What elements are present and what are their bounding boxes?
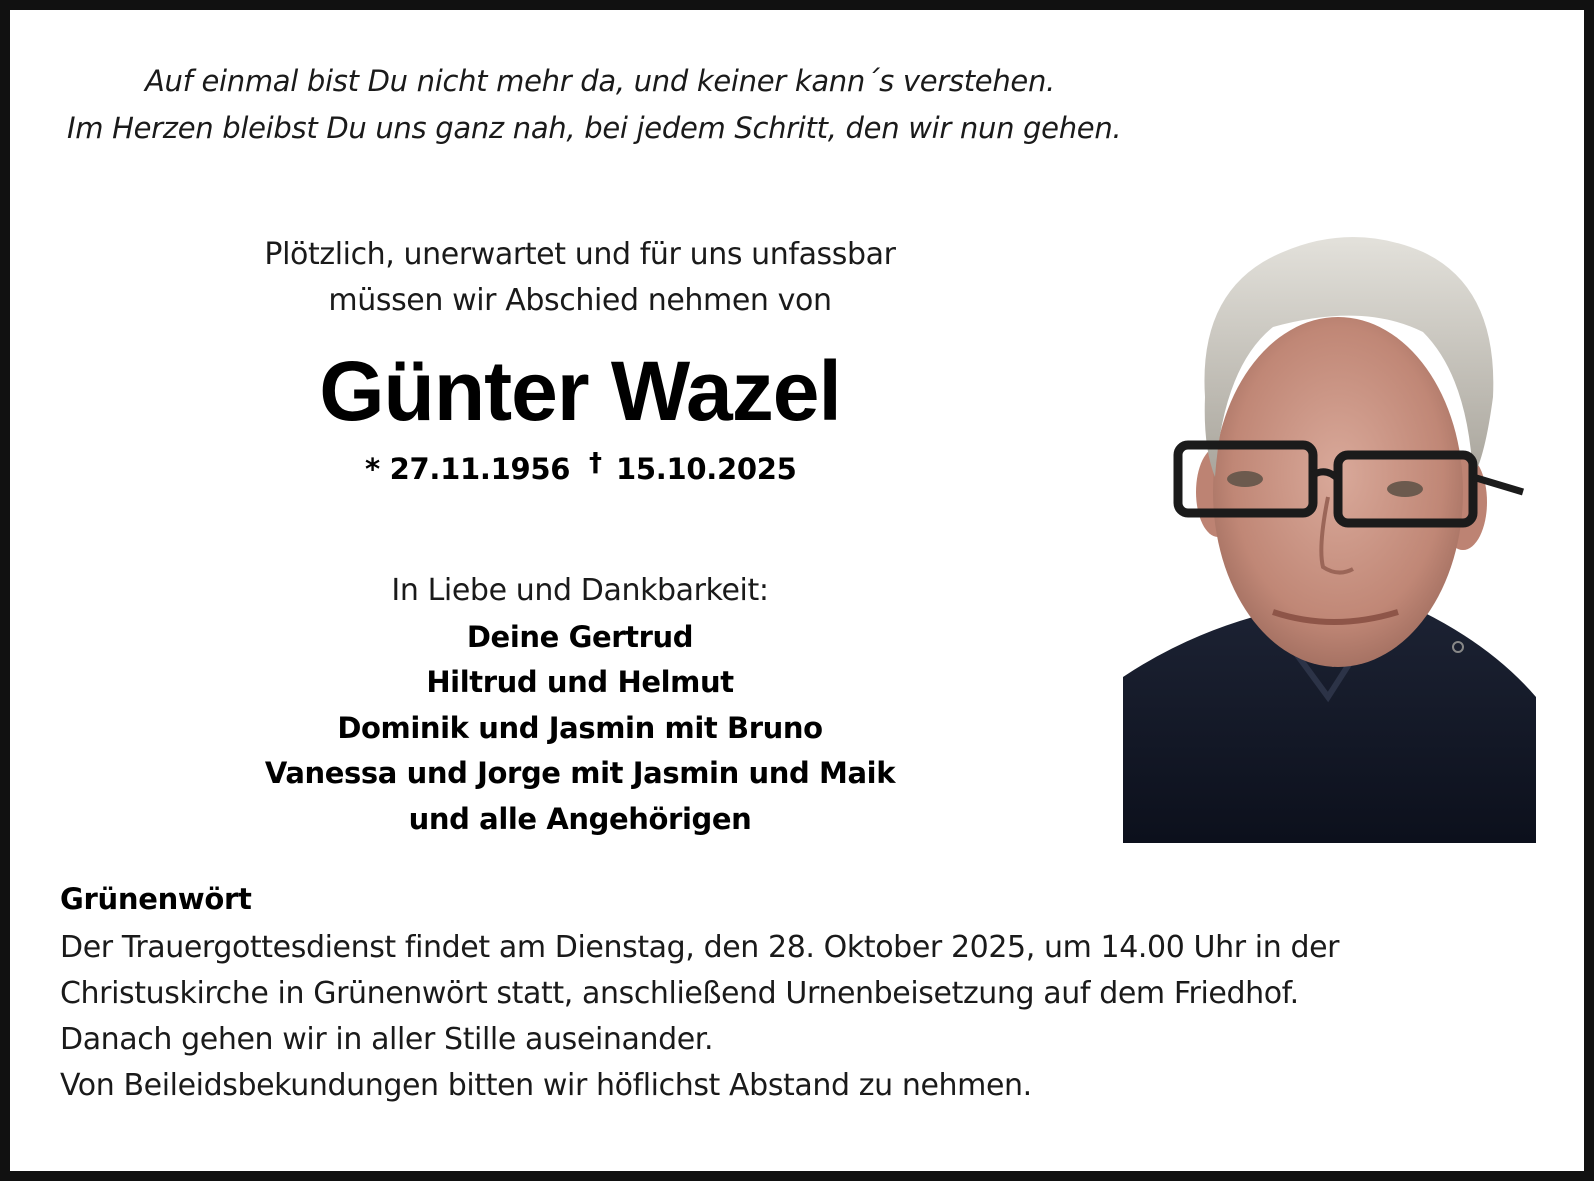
mourner-name: Vanessa und Jorge mit Jasmin und Maik xyxy=(264,756,896,790)
motto-line-2: Im Herzen bleibst Du uns ganz nah, bei jedem Schritt, den wir nun gehen. xyxy=(67,111,1122,145)
death-date: 15.10.2025 xyxy=(616,452,797,486)
deceased-name: Günter Wazel xyxy=(319,344,841,438)
portrait-photo xyxy=(1123,227,1536,843)
mourners-heading: In Liebe und Dankbarkeit: xyxy=(391,573,769,608)
intro-line-1: Plötzlich, unerwartet und für uns unfassbar xyxy=(264,237,896,272)
mourner-name: und alle Angehörigen xyxy=(408,802,752,836)
service-line: Christuskirche in Grünenwört statt, anschließend Urnenbeisetzung auf dem Friedhof. xyxy=(60,976,1299,1011)
service-line: Danach gehen wir in aller Stille auseinander. xyxy=(60,1022,714,1057)
motto-line-1: Auf einmal bist Du nicht mehr da, und keiner kann´s verstehen. xyxy=(145,64,1055,98)
location-heading: Grünenwört xyxy=(60,882,252,916)
service-line: Von Beileidsbekundungen bitten wir höflichst Abstand zu nehmen. xyxy=(60,1068,1032,1103)
mourner-name: Hiltrud und Helmut xyxy=(426,665,734,699)
mourner-name: Deine Gertrud xyxy=(466,620,694,654)
intro-line-2: müssen wir Abschied nehmen von xyxy=(328,283,832,318)
service-line: Der Trauergottesdienst findet am Dienstag, den 28. Oktober 2025, um 14.00 Uhr in der xyxy=(60,930,1340,965)
mourner-name: Dominik und Jasmin mit Bruno xyxy=(337,711,823,745)
cross-icon: † xyxy=(589,448,602,478)
birth-date: * 27.11.1956 xyxy=(365,452,571,486)
